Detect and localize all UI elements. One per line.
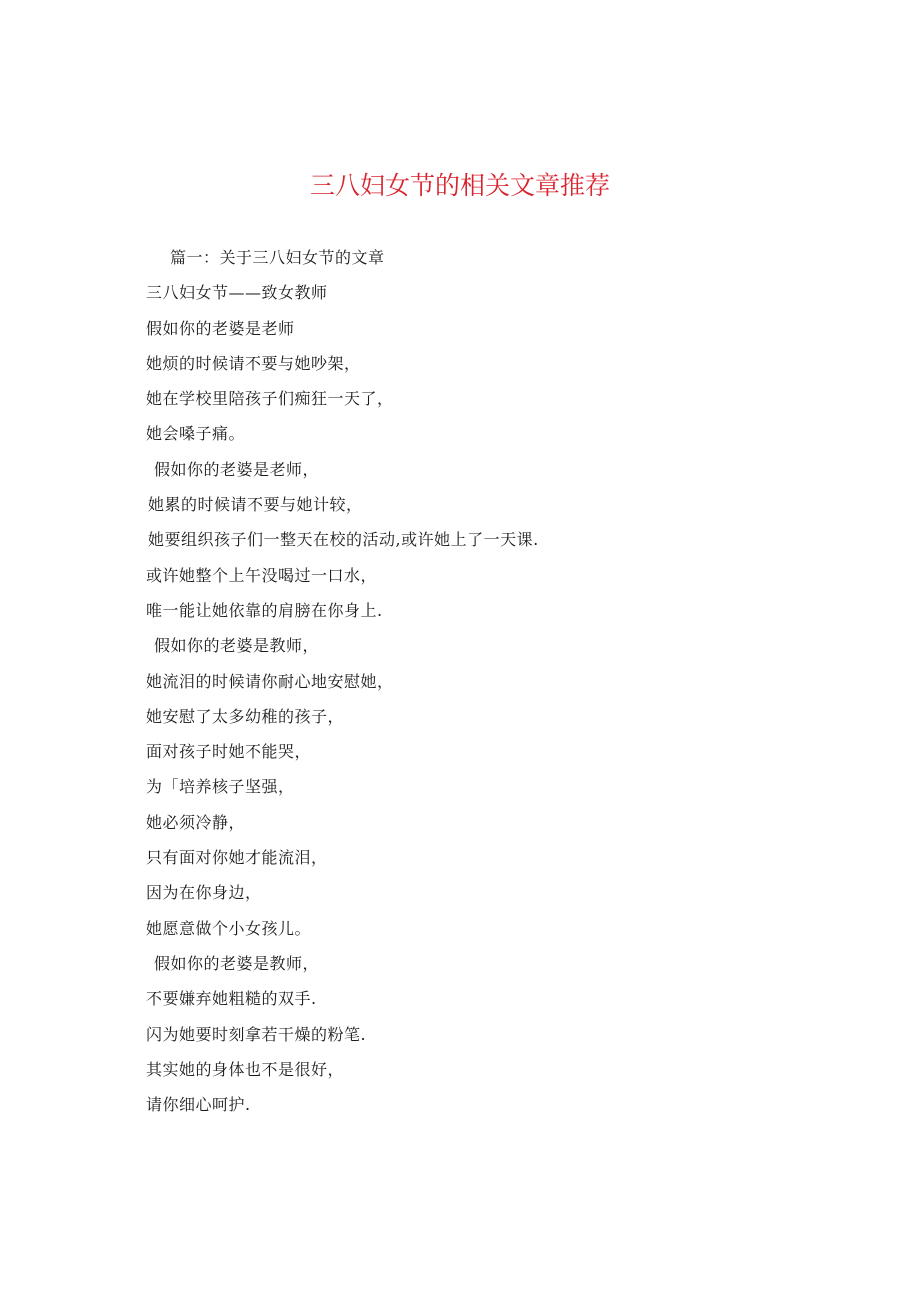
poem-line: 她累的时候请不要与她计较， [148, 495, 363, 515]
poem-line: 假如你的老婆是老师 [146, 318, 295, 338]
document-body [146, 240, 786, 1122]
poem-line: 因为在你身边， [146, 883, 262, 903]
poem-line: 为「培养核子坚强， [146, 777, 295, 797]
poem-line: 她愿意做个小女孩儿。 [146, 918, 312, 938]
poem-line: 她会嗓子痛。 [146, 424, 246, 444]
poem-line: 闪为她要时刻拿若干燥的粉笔. [146, 1024, 367, 1044]
poem-line: 假如你的老婆是老师， [154, 459, 320, 479]
poem-line: 她必须冷静， [146, 812, 246, 832]
poem-line: 面对孩子时她不能哭， [146, 742, 312, 762]
poem-line: 或许她整个上午没喝过一口水， [146, 565, 378, 585]
poem-line: 她安慰了太多幼稚的孩子， [146, 706, 345, 726]
poem-line: 请你细心呵护. [146, 1095, 251, 1115]
poem-title: 三八妇女节——致女教师 [146, 283, 328, 303]
poem-line: 她要组织孩子们一整天在校的活动,或许她上了一天课. [148, 530, 539, 550]
poem-line: 其实她的身体也不是很好， [146, 1059, 345, 1079]
poem-line: 她流泪的时候请你耐心地安慰她， [146, 671, 394, 691]
poem-line: 她在学校里陪孩子们痴狂一天了， [146, 389, 394, 409]
document-title: 三八妇女节的相关文章推荐 [309, 171, 610, 200]
section-heading: 篇一：关于三八妇女节的文章 [170, 248, 385, 267]
poem-line: 不要嫌弃她粗糙的双手. [146, 989, 317, 1009]
poem-line: 唯一能让她依靠的肩膀在你身上. [146, 600, 383, 620]
poem-line: 只有面对你她才能流泪， [146, 848, 328, 868]
poem-line: 假如你的老婆是教师， [154, 636, 320, 656]
poem-line: 她烦的时候请不要与她吵架， [146, 353, 361, 373]
poem-line: 假如你的老婆是教师， [154, 953, 320, 973]
